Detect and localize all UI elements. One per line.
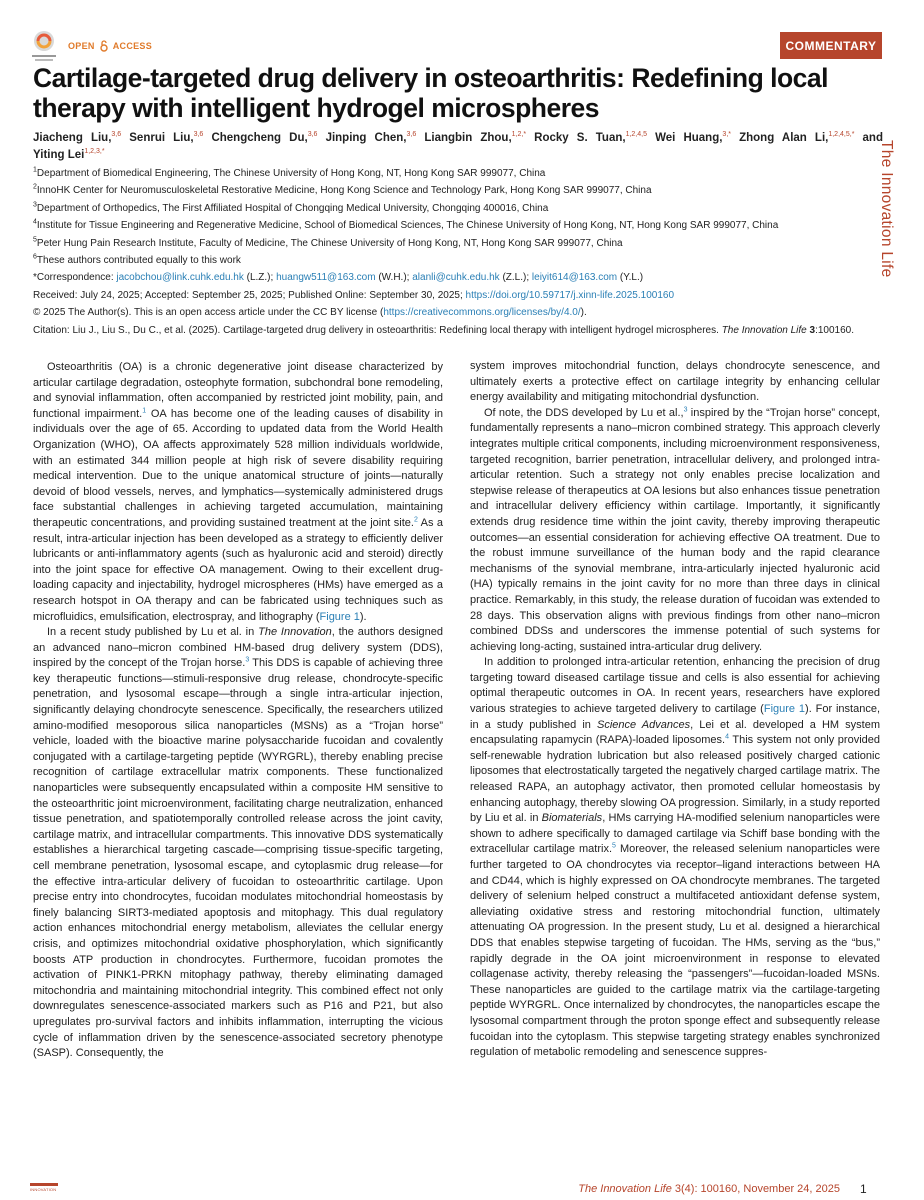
- author-name[interactable]: Liangbin Zhou,$^{1,2,*}$: [424, 131, 527, 144]
- author-name[interactable]: Yiting Lei: [33, 149, 85, 161]
- email-link[interactable]: huangw511@163.com: [276, 272, 376, 284]
- open-access-label: OPEN ACCESS: [68, 41, 153, 51]
- affiliation: $^5$Peter Hung Pain Research Institute, Faculty of Medicine, The Chinese University of Hong Kong, NT, Hong Kong SAR 999077, China: [33, 236, 623, 249]
- body-column-left: [33, 360, 443, 1062]
- paragraph: In addition to prolonged intra-articular retention, enhancing the precision of drug targeting toward diseased cartilage tissue and cells is also essential for achieving optimal therapeutic outcomes in OA. In recent years, researchers have explored various strategies to achieve targeted delivery to cartilage (Figure 1). For instance, in a study published in Science Advances, Lei et al. developed a HM system encapsulating rapamycin (RAPA)-loaded liposomes.$^4$ This system not only provided self-renewable hydration lubrication but also released positively charged cationic liposomes that electrostatically targeted the negatively charged cartilage matrix. The released RAPA, an autophagy activator, then promoted cellular homeostasis by enhancing autophagy, thereby slowing OA progression. Similarly, in a study reported by Liu et al. in Biomaterials, HMs carrying HA-modified selenium nanoparticles were shown to adhere specifically to damaged cartilage via Schiff base bonding with the extracellular cartilage matrix.$^5$ Moreover, the released selenium nanoparticles were further targeted to OA chondrocytes via receptor–ligand interactions between HA and CD44, which is highly expressed on OA chondrocyte membranes. The targeted delivery of selenium helped construct a multifaceted antioxidant defense system, alleviating oxidative stress and restoring mitochondrial function, ultimately attenuating OA progression. In the present study, Lu et al. designed a hierarchical DDS that enables stepwise targeting of fucoidan. The HMs, serving as the “bus,” rapidly degrade in the OA joint microenvironment in response to elevated collagenase activity, thereby releasing the “passengers”—fucoidan-loaded MSNs. These nanoparticles are guided to the cartilage matrix via the cartilage-targeting peptide WYRGRL. Once internalized by chondrocytes, the nanoparticles escape the lysosomal compartment through the proton sponge effect and subsequently release fucoidan into the cytoplasm. This stepwise targeting strategy enables synchronized regulation of metabolic remodeling and senescence suppres-: [470, 656, 881, 1059]
- correspondence: *Correspondence: jacobchou@link.cuhk.edu.hk (L.Z.); huangw511@163.com (W.H.); alanli@cuhk.edu.hk (Z.L.); leiyit614@163.com (Y.L.): [33, 272, 644, 284]
- email-link[interactable]: jacobchou@link.cuhk.edu.hk: [116, 272, 244, 284]
- journal-logo: INNOVATION: [30, 1183, 58, 1193]
- article-title: Cartilage-targeted drug delivery in osteoarthritis: Redefining local therapy with intelligent hydrogel microspheres: [33, 63, 829, 123]
- affiliation: $^2$InnoHK Center for Neuromusculoskeletal Restorative Medicine, Hong Kong Science and Technology Park, Hong Kong SAR 999077, China: [33, 184, 652, 197]
- open-lock-icon: [99, 40, 109, 52]
- journal-side-label: The Innovation Life: [878, 140, 895, 278]
- doi-link[interactable]: https://doi.org/10.59717/j.xinn-life.2025.100160: [465, 289, 675, 301]
- author-name[interactable]: Jinping Chen,$^{3,6}$: [325, 131, 417, 144]
- check-for-updates-icon: [28, 28, 60, 66]
- affiliation: $^1$Department of Biomedical Engineering, The Chinese University of Hong Kong, NT, Hong Kong SAR 999077, China: [33, 166, 546, 179]
- reference-link[interactable]: 1: [142, 407, 147, 415]
- email-link[interactable]: leiyit614@163.com: [531, 272, 618, 284]
- body-column-right: [470, 359, 880, 1061]
- author-name[interactable]: Chengcheng Du,$^{3,6}$: [211, 131, 318, 144]
- paragraph: Osteoarthritis (OA) is a chronic degenerative joint disease characterized by articular cartilage degradation, osteophyte formation, subchondral bone remodeling, and synovial inflammation, often accompanied by restricted joint mobility, pain, and functional impairment.$^1$ OA has become one of the leading causes of disability in individuals over the age of 65. According to updated data from the World Health Organization (WHO), OA affects approximately 528 million individuals worldwide, with an estimated 344 million people at high risk of severe disability requiring medical intervention. Due to the unique anatomical structure of joints—naturally devoid of blood vessels, nerves, and lymphatics—systemically administered drugs face substantial challenges in achieving targeted accumulation, maintaining therapeutic concentrations, and providing sustained treatment at the joint site.$^2$ As a result, intra-articular injection has been developed as a strategy to efficiently deliver lubricants or anti-inflammatory agents (such as hyaluronic acid and steroid) directly into the joint space for effective OA management. Owing to their excellent drug-loading capacity and injectability, hydrogel microspheres (HMs) have emerged as a research hotspot in OA therapy and can be fabricated using techniques such as microfluidics, emulsification, electrospray, and lithography (Figure 1).: [33, 361, 444, 623]
- email-link[interactable]: alanli@cuhk.edu.hk: [412, 272, 500, 284]
- article-metadata: [33, 165, 883, 339]
- publication-dates: Received: July 24, 2025; Accepted: September 25, 2025; Published Online: September 30, 2025; https://doi.org/10.59717/j.xinn-life.2025.100160: [33, 289, 675, 301]
- paragraph: system improves mitochondrial function, delays chondrocyte senescence, and ultimately exerts a protective effect on cartilage integrity by enhancing cellular energy availability and mitigating mitochondrial dysfunction.: [470, 360, 880, 404]
- author-name[interactable]: Zhong Alan Li,$^{1,2,4,5,*}$: [739, 131, 855, 144]
- reference-link[interactable]: 5: [612, 842, 616, 850]
- paragraph: In a recent study published by Lu et al. in The Innovation, the authors designed an advanced nano–micron combined HM-based drug delivery system (DDS), inspired by the concept of the Trojan horse.$^3$ This DDS is capable of achieving three key therapeutic functions—stimuli-responsive drug release, chondrocyte-specific penetration, and lysosomal escape—through a single intra-articular injection, significantly delaying chondrocyte senescence. Specifically, the researchers utilized amino-modified mesoporous silica nanoparticles (MSNs) as a “Trojan horse” vehicle, loaded with the bioactive marine polysaccharide fucoidan and covalently conjugated with a cartilage-targeting peptide (WYRGRL), thereby enabling precise recognition of cartilage extracellular matrix components. These functionalized nanoparticles were subsequently encapsulated within a composite HM sensitive to the osteoarthritic joint microenvironment, facilitating charge neutralization, enhanced tissue penetration, and spatiotemporally controlled release across the joint cavity, cartilage matrix, and intracellular compartments. This innovative DDS systematically establishes a hierarchical targeting cascade—comprising tissue-specific targeting, cell membrane penetration, lysosomal escape, and cytoplasmic drug release—for the effective intra-articular delivery of fucoidan to osteoarthritic cartilage. Upon precise entry into chondrocytes, fucoidan modulates mitochondrial homeostasis by finely balancing SIRT3-mediated apoptosis and mitophagy. This dual regulatory action enhances mitochondrial energy metabolism, alleviates the cellular energy crisis, and optimizes mitochondrial oxidative phosphorylation, which significantly boosts ATP production in chondrocytes. Furthermore, fucoidan promotes the activation of PINK1-PRKN mitophagy pathway, thereby eliminating damaged mitochondria and maintaining mitochondrial integrity. This combined effect not only downregulates senescence-associated markers such as P16 and P21, but also upregulates pro-survival factors and inhibits inflammation, interrupting the vicious cycle of inflammation driven by the senescence-associated secretory phenotype (SASP). Consequently, the: [33, 626, 443, 1060]
- license-link[interactable]: https://creativecommons.org/licenses/by/4.0/: [383, 307, 581, 319]
- affiliation: $^6$These authors contributed equally to this work: [33, 253, 241, 267]
- article-type-badge: COMMENTARY: [780, 32, 882, 59]
- affiliation-list: [33, 165, 883, 269]
- affiliation: $^4$Institute for Tissue Engineering and Regenerative Medicine, School of Biomedical Sciences, The Chinese University of Hong Kong, NT, Hong Kong SAR 999077, China: [33, 218, 779, 232]
- footer-citation: The Innovation Life 3(4): 100160, November 24, 2025: [578, 1183, 840, 1195]
- author-name[interactable]: Rocky S. Tuan,$^{1,2,4,5}$: [534, 131, 647, 144]
- reference-link[interactable]: 2: [413, 516, 418, 524]
- figure-link[interactable]: Figure 1: [319, 610, 360, 623]
- author-name[interactable]: Wei Huang,$^{3,*}$: [655, 131, 731, 144]
- author-list-last: Yiting Lei$^{1,2,3,*}$: [33, 148, 105, 161]
- author-name[interactable]: Jiacheng Liu,$^{3,6}$: [33, 131, 122, 144]
- reference-link[interactable]: 3: [683, 406, 688, 414]
- citation: Citation: Liu J., Liu S., Du C., et al. (2025). Cartilage-targeted drug delivery in osteoarthritis: Redefining local therapy with intelligent hydrogel microspheres. The Innovation Life 3:100160.: [33, 324, 855, 336]
- affiliation: $^3$Department of Orthopedics, The First Affiliated Hospital of Chongqing Medical University, Chongqing 400016, China: [33, 201, 549, 214]
- author-list: [33, 130, 883, 147]
- author-name[interactable]: Senrui Liu,$^{3,6}$: [129, 131, 204, 144]
- check-for-updates-badge[interactable]: [28, 28, 60, 66]
- figure-link[interactable]: Figure 1: [763, 703, 806, 716]
- paragraph: Of note, the DDS developed by Lu et al.,$^3$ inspired by the “Trojan horse” concept, fundamentally represents a nano–micron combined strategy. This approach cleverly integrates multiple critical components, including microenvironment responsiveness, targeted recognition, barrier penetration, intracellular delivery, and prolonged intra-articular retention. Such a strategy not only enables precise localization and stepwise release of therapeutics at OA lesions but also enhances tissue penetration and intracellular delivery efficiency within cartilage. Importantly, it significantly extends drug residence time within the joint cavity, thereby improving therapeutic outcomes—an essential consideration for achieving effective OA treatment. Due to the robust immune surveillance of the human body and the rapid clearance mechanisms of the synovial membrane, intra-articularly injected hyaluronic acid (HA) typically remains in the joint cavity for no more than three days in clinical practice. Remarkably, in this study, the release duration of fucoidan was extended to 28 days. This observation aligns with previous findings from other nano–micron combined DDSs and underscores the immense potential of such systems for achieving long-acting, sustained intra-articular drug delivery.: [470, 406, 880, 653]
- license-statement: © 2025 The Author(s). This is an open access article under the CC BY license (https://creativecommons.org/licenses/by/4.0/).: [33, 307, 587, 319]
- reference-link[interactable]: 4: [725, 733, 730, 741]
- reference-link[interactable]: 3: [245, 656, 250, 664]
- page-number: 1: [860, 1182, 867, 1196]
- author-conjunction: and: [862, 132, 883, 144]
